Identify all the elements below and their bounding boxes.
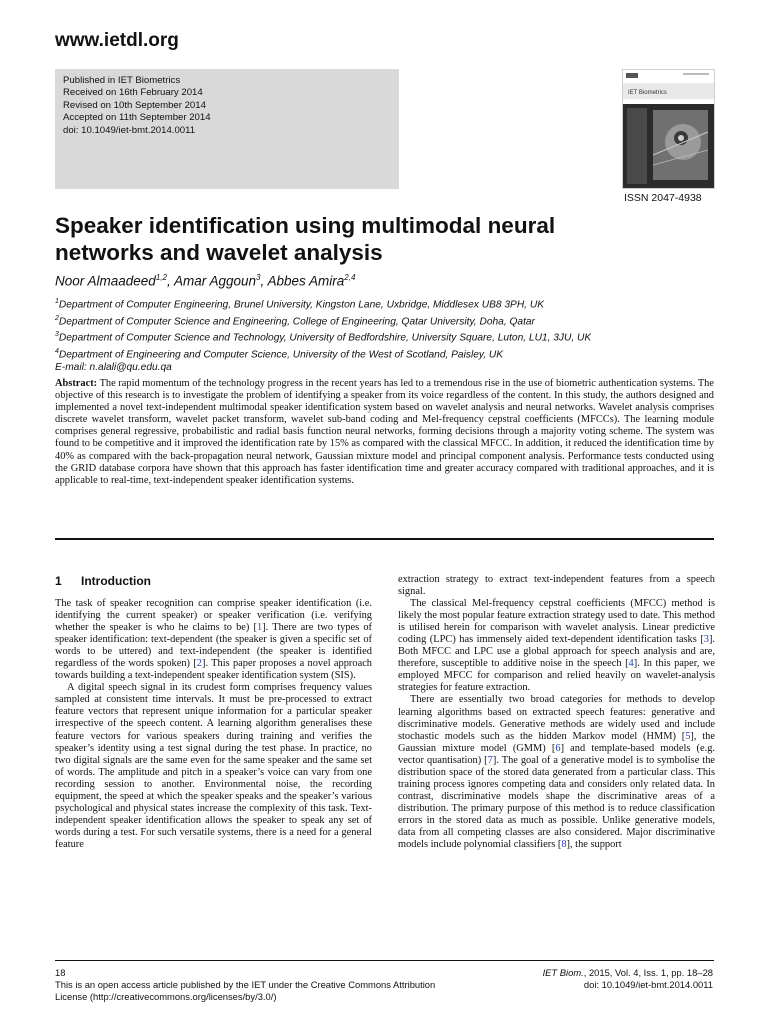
text-run: There are essentially two broad categories for methods to develop learning algorithms based on extracted speech features: generative and discriminative models. Generative methods are widely used and include stochastic models such as the hidden Markov model (HMM) [ [398, 694, 715, 742]
journal-volume: , 2015, Vol. 4, Iss. 1, pp. 18–28 [583, 967, 713, 978]
contact-email[interactable]: E-mail: n.alali@qu.edu.qa [55, 362, 172, 374]
paragraph [398, 694, 715, 851]
affiliation-marker: 4 [55, 347, 59, 355]
paragraph: extraction strategy to extract text-independent features from a speech signal. [398, 574, 715, 598]
issn: ISSN 2047-4938 [624, 192, 702, 204]
license-line-2[interactable]: License (http://creativecommons.org/licenses/by/3.0/) [55, 991, 277, 1002]
affiliation-1 [55, 295, 755, 312]
license-line-1: This is an open access article published by the IET under the Creative Commons Attribution [55, 979, 436, 990]
citation-link[interactable]: 1 [256, 622, 263, 634]
paper-title [55, 212, 715, 266]
footer-left [55, 967, 435, 1003]
author-2-affil: 3 [256, 273, 261, 282]
affiliation-3 [55, 328, 755, 345]
revised-date: Revised on 10th September 2014 [63, 99, 206, 111]
citation-link[interactable]: 2 [196, 658, 202, 670]
affiliation-2 [55, 312, 755, 329]
received-date: Received on 16th February 2014 [63, 87, 203, 99]
text-run: ]. In this paper, we employed MFCC for comparison and relied heavily on wavelet-analysis strategies for feature extraction. [398, 658, 715, 694]
abstract [55, 378, 714, 487]
citation-link[interactable]: 6 [555, 742, 561, 754]
text-run: ] and template-based models (e.g. vector quantisation) [ [398, 742, 715, 766]
author-list [55, 273, 355, 289]
text-run: ]. This paper proposes a novel approach towards building a text-independent speaker identification system (SIS). [55, 658, 373, 682]
affiliation-marker: 1 [55, 298, 59, 305]
paragraph [398, 598, 715, 694]
published-in: Published in IET Biometrics [63, 75, 181, 86]
title-line-1: Speaker identification using multimodal neural [55, 213, 556, 238]
affiliation-text: Department of Computer Engineering, Brunel University, Kingston Lane, Uxbridge, Middlesex UB8 3PH, UK [58, 299, 544, 311]
paragraph [55, 598, 372, 682]
journal-cover-image [622, 69, 715, 189]
author-3-affil: 2,4 [344, 273, 356, 282]
footer-right [480, 967, 713, 991]
author-1-affil: 1,2 [155, 273, 167, 282]
footer-divider [55, 960, 714, 961]
text-run: ]. Both MFCC and LPC use a global approach for speech analysis and are, therefore, susceptible to additive noise in the speech [ [398, 634, 715, 670]
page-number: 18 [55, 967, 66, 978]
affiliation-text: Department of Computer Science and Technology, University of Bedfordshire, University Square, Luton, LU1, 3JU, UK [58, 332, 592, 344]
text-run: The task of speaker recognition can comprise speaker identification (i.e. identifying the current speaker) or speaker verification (i.e. verifying whether the speaker is who he claims to be) [ [55, 598, 372, 634]
abstract-divider [55, 538, 714, 540]
accepted-date: Accepted on 11th September 2014 [63, 112, 211, 124]
title-line-2: networks and wavelet analysis [55, 240, 383, 265]
citation-link[interactable]: 4 [628, 658, 634, 670]
journal-citation [480, 967, 713, 979]
section-number: 1 [55, 574, 62, 588]
text-run: ]. There are two types of speaker identification: text-dependent (the speaker is given a specific set of words to be uttered) and text-independent (the speaker is identified regardless of the words spoken) [ [55, 622, 372, 670]
affiliation-text: Department of Engineering and Computer Science, University of the West of Scotland, Paisley, UK [58, 349, 504, 361]
left-column [55, 574, 372, 851]
author-1: Noor Almaadeed [55, 273, 156, 289]
journal-name: IET Biom. [542, 967, 584, 978]
site-url[interactable]: www.ietdl.org [55, 30, 179, 51]
journal-cover-graphic [623, 70, 714, 188]
affiliation-marker: 3 [55, 331, 59, 339]
author-3: Abbes Amira [267, 273, 345, 289]
author-separator: , [166, 273, 174, 289]
cover-label: IET Biometrics [628, 90, 667, 96]
text-run: ], the support [566, 839, 622, 851]
affiliation-4 [55, 345, 755, 362]
doi-line: doi: 10.1049/iet-bmt.2014.0011 [63, 124, 196, 136]
section-title: Introduction [81, 574, 151, 588]
footer-doi[interactable]: doi: 10.1049/iet-bmt.2014.0011 [583, 979, 713, 990]
affiliations [55, 295, 755, 375]
citation-link[interactable]: 3 [703, 634, 709, 646]
right-column [398, 574, 715, 851]
section-heading [55, 574, 372, 588]
publication-info-box [55, 69, 399, 189]
citation-link[interactable]: 7 [487, 754, 493, 766]
text-run: The classical Mel-frequency cepstral coefficients (MFCC) method is likely the most popular feature extraction strategy used to date. This method is utilised herein for comparison with wavelet analysis. Linear predictive coding (LPC) has immensely aided text-dependent identification tasks [ [398, 598, 715, 646]
text-run: ]. The goal of a generative model is to symbolise the distribution space of the stored data generated from a particular class. This training process ignores competing data and considers only related data. In contrast, discriminative models shape the discriminative areas of a distribution. The primary purpose of this method is to reduce classification errors in the stored data as much as possible. Unlike generative models, data from all competing classes are also considered. Major discriminative models include polynomial classifiers [ [398, 754, 715, 851]
author-separator: , [260, 273, 268, 289]
citation-link[interactable]: 5 [685, 730, 691, 742]
text-run: ], the Gaussian mixture model (GMM) [ [398, 730, 715, 754]
affiliation-text: Department of Computer Science and Engineering, College of Engineering, Qatar University, Doha, Qatar [58, 315, 535, 327]
abstract-label: Abstract: [55, 378, 98, 389]
affiliation-marker: 2 [55, 314, 59, 322]
paragraph: A digital speech signal in its crudest form comprises frequency values sampled at consistent time intervals. It must be pre-processed to extract feature vectors that represent unique information for a particular speaker irrespective of the speech content. A learning algorithm generalises these feature vectors for various speakers during training and verifies the speaker’s identity using a test signal during the test phase. In practice, no two digital signals are the same even for the same speaker and the same set of words. The amplitude and pitch in a speaker’s voice can vary from one recording session to another. Environmental noise, the recording equipment, the speed at which the speaker speaks and the speaker’s various psychological and physical states increase the complexity of this task. Text-independent speaker identification allows the speaker to speak any set of words during a test. For such versatile systems, there is a need for a general feature [55, 682, 372, 850]
citation-link[interactable]: 8 [561, 839, 567, 851]
author-2: Amar Aggoun [173, 273, 257, 289]
abstract-text: The rapid momentum of the technology progress in the recent years has led to a tremendous rise in the use of biometric authentication systems. The objective of this research is to investigate the problem of identifying a speaker from its voice regardless of the content. In this study, the authors designed and implemented a novel text-independent multimodal speaker identification system based on wavelet analysis and neural networks. Wavelet analysis comprises discrete wavelet transform, wavelet packet transform, wavelet sub-band coding and Mel-frequency cepstral coefficients (MFCCs). The learning module comprises general regressive, probabilistic and radial basis function neural networks, forming decisions through a majority voting scheme. The system was found to be competitive and it improved the identification rate by 15% as compared with the classical MFCC. In addition, it reduced the identification time by 40% as compared with the back-propagation neural network, Gaussian mixture model and principal component analysis. Performance tests conducted using the GRID database corpora have shown that this approach has faster identification time and greater accuracy compared with traditional approaches, and it is applicable to real-time, text-independent speaker identification systems. [55, 378, 714, 486]
